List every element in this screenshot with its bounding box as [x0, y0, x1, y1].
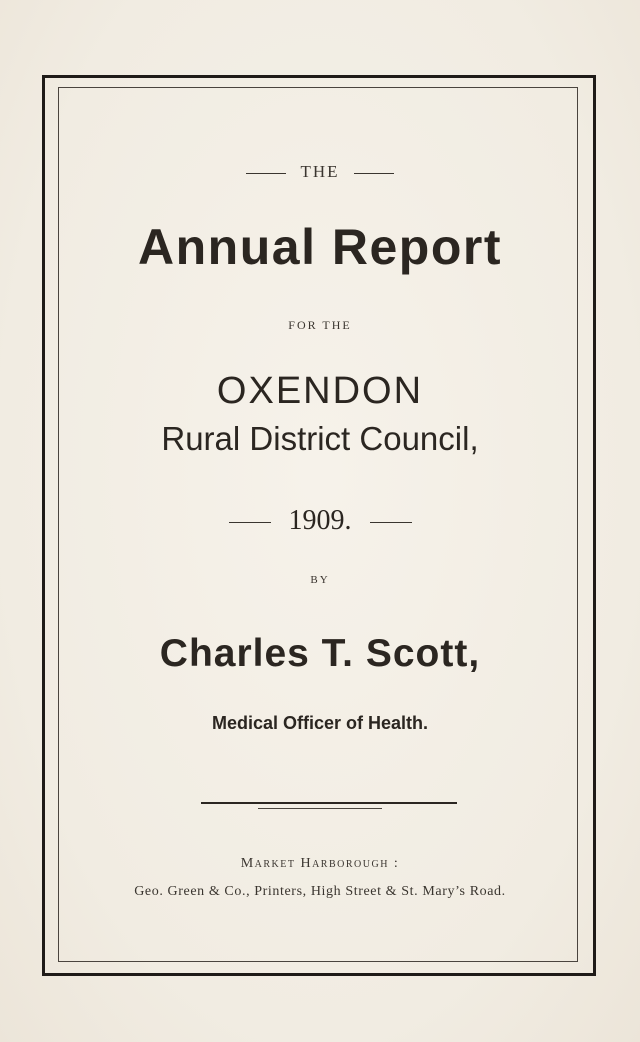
- imprint-printer: Geo. Green & Co., Printers, High Street & St. Mary’s Road.: [134, 884, 506, 899]
- district-name: OXENDON: [216, 370, 424, 412]
- for-the-text: FOR THE: [288, 318, 352, 332]
- author-role: Medical Officer of Health.: [211, 713, 429, 733]
- divider-thin: [258, 808, 382, 809]
- dash-left: [246, 173, 286, 174]
- dash-right: [370, 522, 412, 523]
- by-text: BY: [310, 574, 330, 586]
- dash-right: [354, 173, 394, 174]
- author-name: Charles T. Scott,: [159, 632, 481, 675]
- council-name: Rural District Council,: [161, 420, 479, 457]
- the-heading: [0, 162, 640, 182]
- divider-thick: [201, 802, 457, 804]
- report-title: Annual Report: [138, 219, 502, 275]
- the-text: THE: [300, 162, 340, 181]
- year-heading: [0, 505, 640, 537]
- imprint-place: Market Harborough :: [240, 856, 400, 871]
- dash-left: [229, 522, 271, 523]
- year-text: 1909.: [288, 505, 352, 536]
